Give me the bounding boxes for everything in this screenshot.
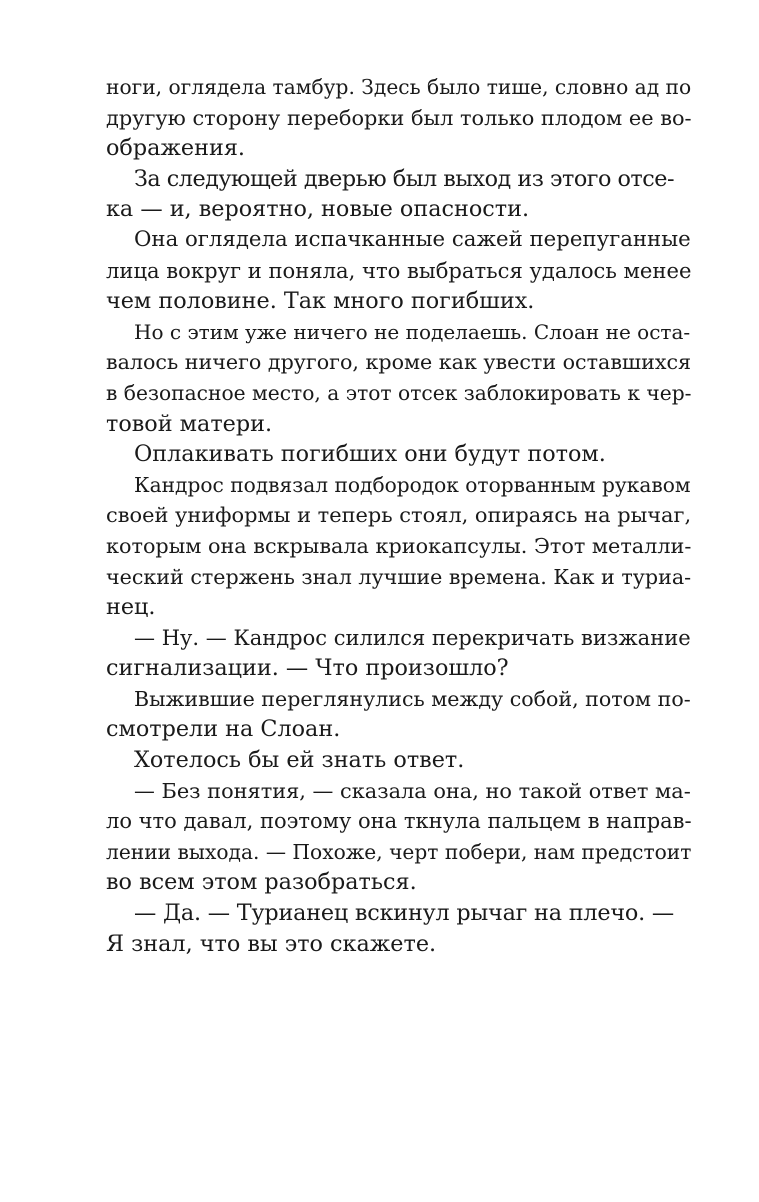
text-line: другую сторону переборки был только плодом ее во- bbox=[106, 105, 692, 130]
text-line: смотрели на Слоан. bbox=[106, 716, 341, 743]
text-line: сигнализации. — Что произошло? bbox=[106, 655, 509, 682]
paragraph bbox=[106, 470, 692, 623]
paragraph bbox=[106, 164, 674, 225]
text-line: Хотелось бы ей знать ответ. bbox=[134, 747, 465, 774]
text-line: товой матери. bbox=[106, 410, 273, 437]
paragraph bbox=[106, 72, 692, 164]
text-line: — Да. — Турианец вскинул рычаг на плечо. — bbox=[134, 900, 674, 927]
text-line: Кандрос подвязал подбородок оторванным рукавом bbox=[134, 472, 691, 497]
body-text bbox=[106, 72, 692, 959]
paragraph bbox=[106, 225, 692, 317]
paragraph bbox=[106, 317, 692, 439]
text-line: Но с этим уже ничего не поделаешь. Слоан не оста- bbox=[134, 319, 691, 344]
text-line: ка — и, вероятно, новые опасности. bbox=[106, 196, 530, 223]
text-line: ображения. bbox=[106, 135, 245, 162]
text-line: в безопасное место, а этот отсек заблокировать к чер- bbox=[106, 380, 692, 405]
text-line: своей униформы и теперь стоял, опираясь на рычаг, bbox=[106, 503, 692, 528]
text-line: во всем этом разобраться. bbox=[106, 869, 417, 896]
text-line: — Без понятия, — сказала она, но такой ответ ма- bbox=[134, 778, 691, 803]
paragraph bbox=[106, 776, 692, 898]
paragraph bbox=[106, 623, 691, 684]
paragraph bbox=[106, 439, 674, 470]
text-line: Оплакивать погибших они будут потом. bbox=[134, 441, 606, 468]
text-line: За следующей дверью был выход из этого отсе- bbox=[134, 165, 674, 192]
text-line: Я знал, что вы это скажете. bbox=[106, 930, 437, 957]
text-line: ческий стержень знал лучшие времена. Как и туриа- bbox=[106, 564, 692, 589]
paragraph bbox=[106, 898, 674, 959]
text-line: ноги, оглядела тамбур. Здесь было тише, словно ад по bbox=[106, 75, 692, 99]
text-line: Выжившие переглянулись между собой, потом по- bbox=[134, 686, 691, 711]
text-line: лица вокруг и поняла, что выбраться удалось менее bbox=[106, 257, 692, 283]
paragraph bbox=[106, 745, 674, 776]
text-line: — Ну. — Кандрос силился перекричать визжание bbox=[134, 624, 691, 650]
text-line: лении выхода. — Похоже, черт побери, нам предстоит bbox=[106, 839, 692, 864]
paragraph bbox=[106, 684, 691, 745]
text-line: ло что давал, поэтому она ткнула пальцем в направ- bbox=[106, 809, 692, 834]
text-line: чем половине. Так много погибших. bbox=[106, 288, 535, 315]
text-line: Она оглядела испачканные сажей перепуганные bbox=[134, 226, 691, 252]
text-line: валось ничего другого, кроме как увести оставшихся bbox=[106, 350, 692, 375]
text-line: которым она вскрывала криокапсулы. Этот металли- bbox=[106, 533, 692, 558]
text-line: нец. bbox=[106, 594, 156, 621]
